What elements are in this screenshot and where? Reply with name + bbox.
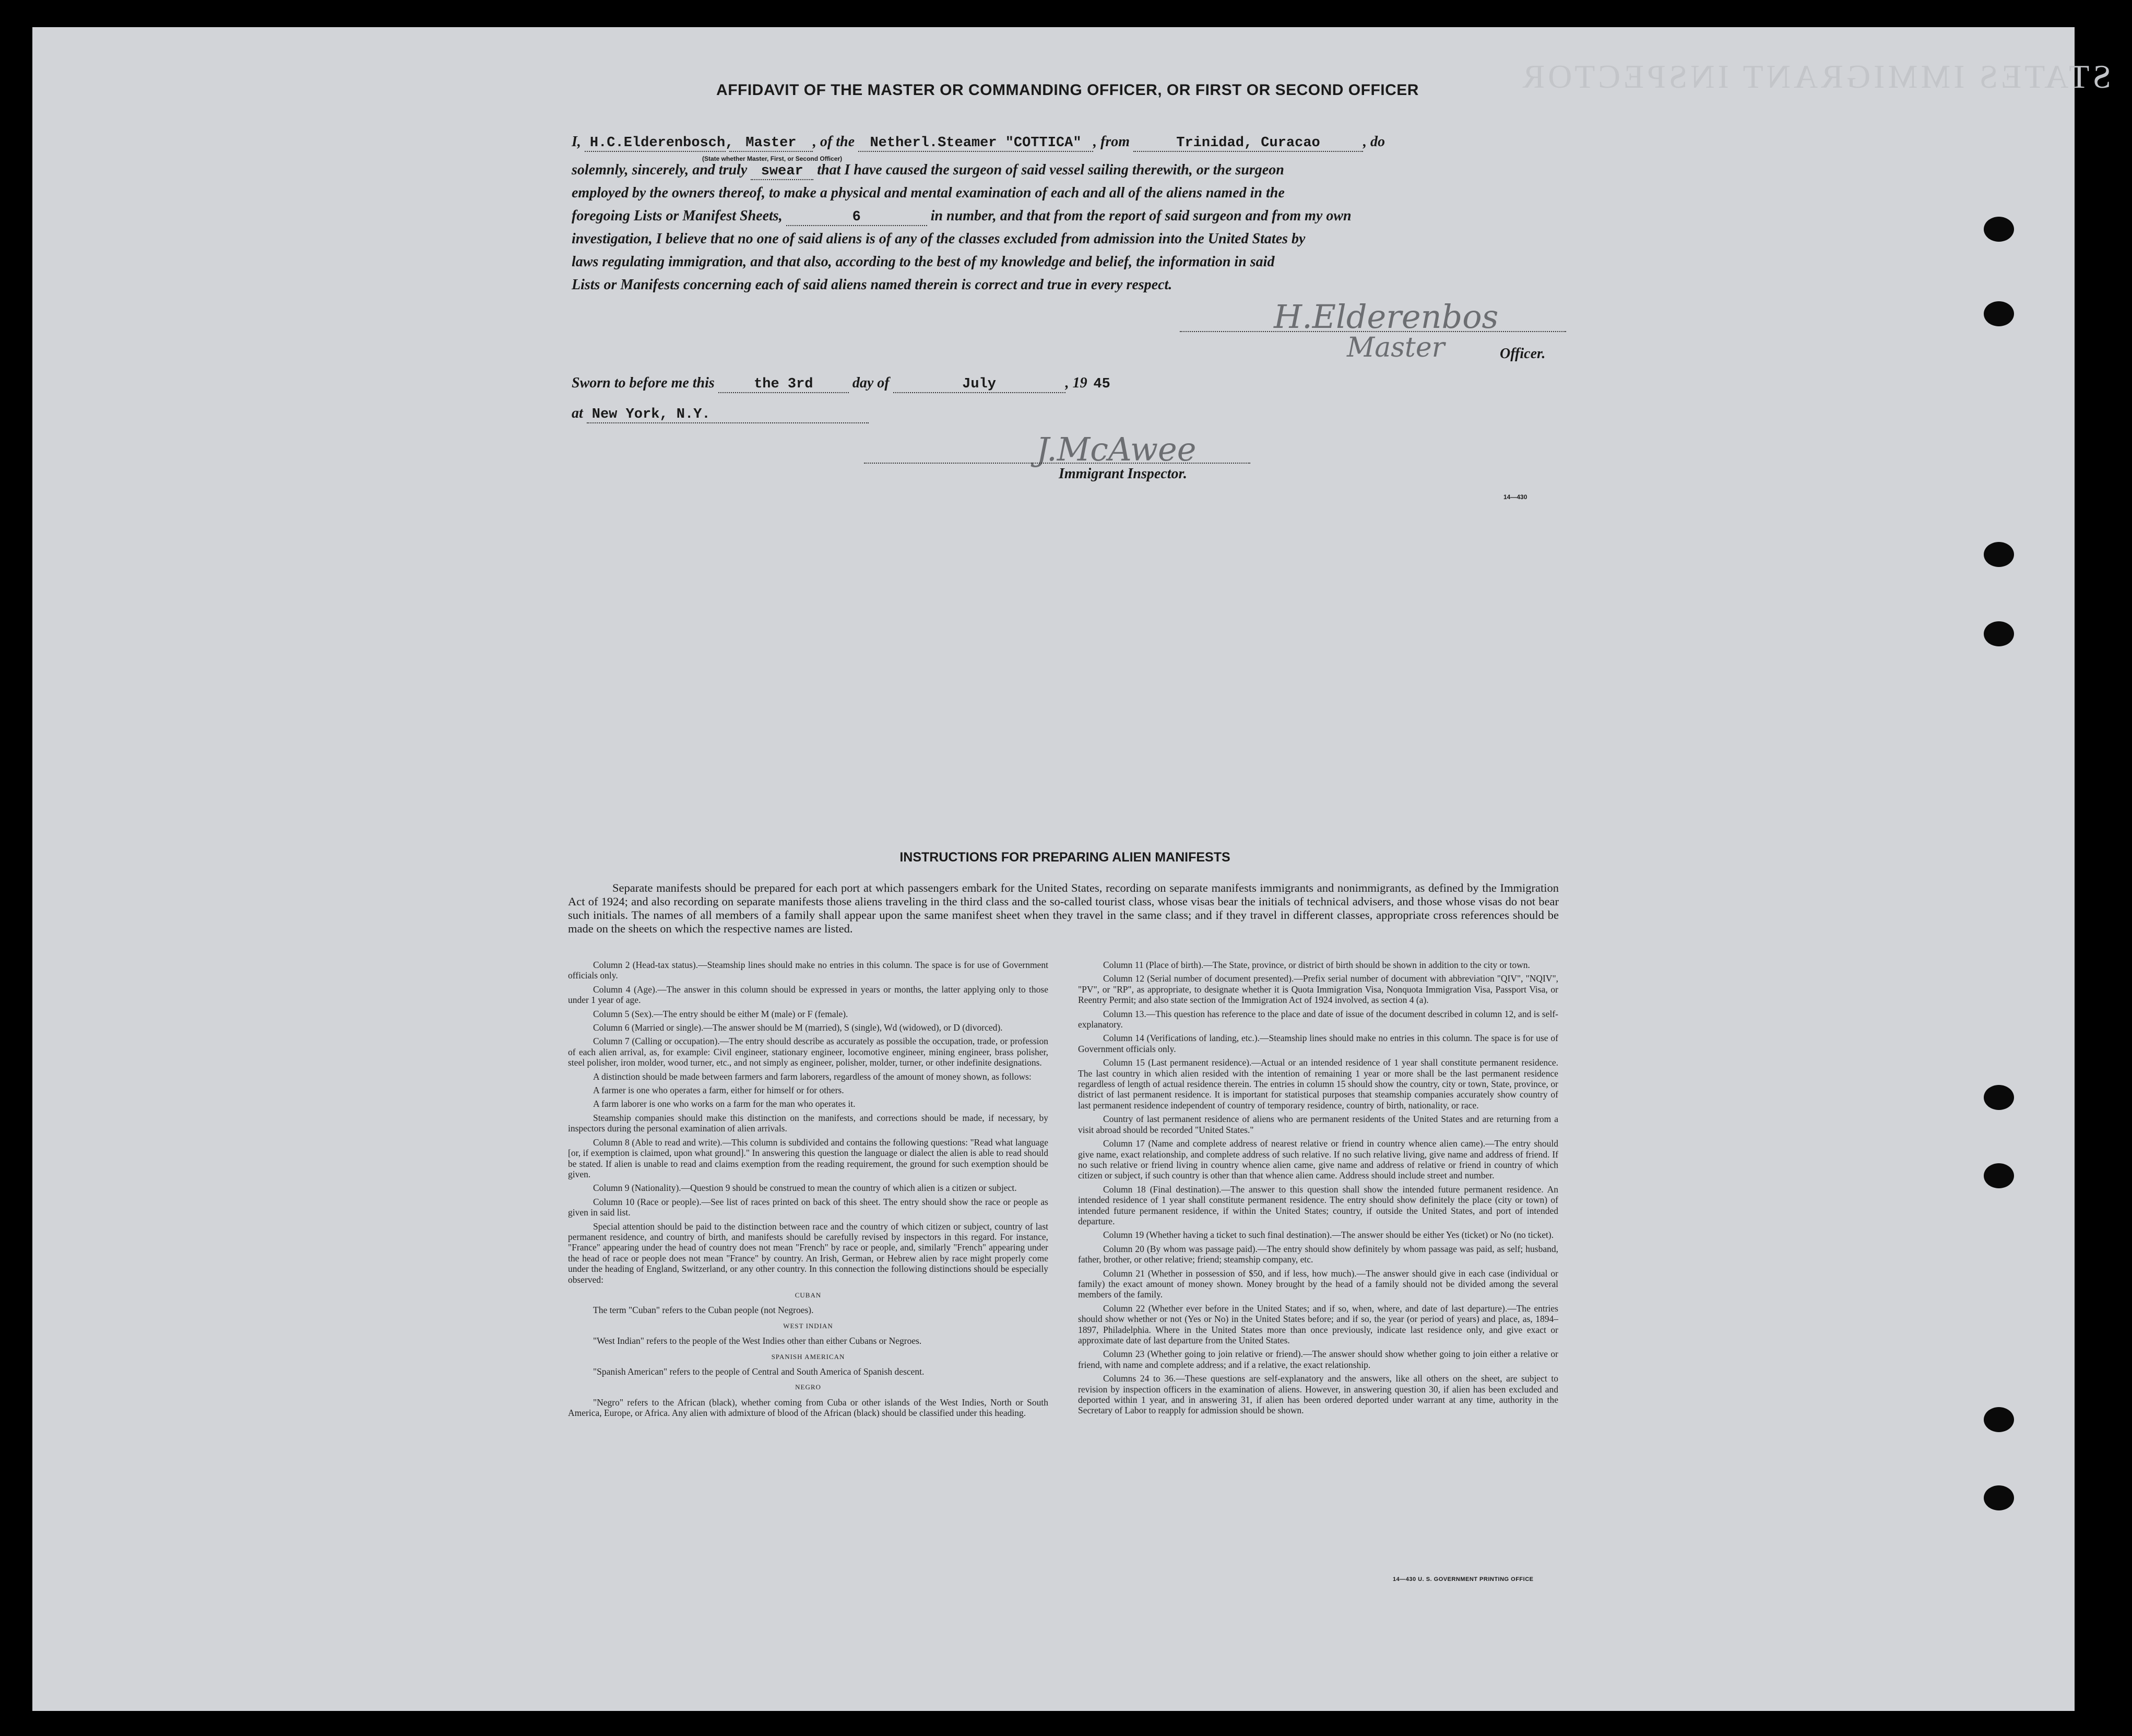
affidavit-line-3: employed by the owners thereof, to make a physical and mental examination of each and all of the aliens named in the [572, 185, 1285, 201]
heading-spanish-american: SPANISH AMERICAN [771, 1352, 845, 1361]
affidavit-line-1: I, H.C.Elderenbosch, Master , of the Netherl.Steamer "COTTICA" , from Trinidad, Curacao , do [572, 134, 1385, 151]
instruction-paragraph: Country of last permanent residence of aliens who are permanent residents of the United States and are returning from a visit abroad should be recorded "United States." [1078, 1114, 1558, 1135]
affidavit-line-4: foregoing Lists or Manifest Sheets, 6 in number, and that from the report of said surgeon and from my own [572, 208, 1352, 225]
affidavit-title: AFFIDAVIT OF THE MASTER OR COMMANDING OFFICER, OR FIRST OR SECOND OFFICER [716, 81, 1419, 99]
instruction-paragraph: Column 15 (Last permanent residence).—Actual or an intended residence of 1 year shall constitute permanent residence. The last country in which alien resided with the intention of remaining 1 year or more shall be the last permanent residence regardless of length of actual residence therein. The entries in column 15 should show the country, city or town, State, province, or district of last permanent residence. It is important for statistical purposes that steamship companies accurately show country of last permanent residence independent of country of temporary residence, country of birth, nationality, or race. [1078, 1057, 1558, 1111]
heading-cuban: CUBAN [795, 1291, 822, 1299]
instruction-paragraph: A farmer is one who operates a farm, either for himself or for others. [593, 1085, 844, 1096]
sworn-place-line: at New York, N.Y. [572, 405, 869, 423]
heading-west-indian: WEST INDIAN [783, 1321, 833, 1330]
binder-hole [1984, 1485, 2014, 1510]
affidavit-line-2: solemnly, sincerely, and truly swear that I have caused the surgeon of said vessel sailing therewith, or the surgeon [572, 162, 1284, 179]
affidavit-line-6: laws regulating immigration, and that also, according to the best of my knowledge and belief, the information in said [572, 254, 1275, 270]
sworn-line: Sworn to before me this the 3rd day of July , 19 45 [572, 375, 1117, 393]
form-number: 14—430 [1503, 493, 1527, 501]
sworn-year-field: 45 [1093, 376, 1110, 392]
binder-hole [1984, 621, 2014, 646]
instruction-paragraph: Column 11 (Place of birth).—The State, province, or district of birth should be shown in addition to the city or town. [1103, 960, 1530, 970]
binder-hole [1984, 542, 2014, 567]
sworn-place-field: New York, N.Y. [587, 407, 869, 423]
instructions-title: INSTRUCTIONS FOR PREPARING ALIEN MANIFESTS [899, 850, 1230, 865]
cuban-definition: The term "Cuban" refers to the Cuban people (not Negroes). [593, 1305, 814, 1316]
sworn-month-field: July [893, 376, 1065, 393]
instruction-paragraph: Steamship companies should make this distinction on the manifests, and corrections should be made, if necessary, by inspectors during the personal examination of alien arrivals. [568, 1112, 1048, 1134]
inspector-signature-line [864, 463, 1250, 464]
affidavit-line-7: Lists or Manifests concerning each of said aliens named therein is correct and true in every respect. [572, 277, 1172, 293]
officer-name-field: H.C.Elderenbosch, [585, 135, 726, 152]
instruction-paragraph: Column 17 (Name and complete address of nearest relative or friend in country whence alien came).—The entry should give name, exact relationship, and complete address of such relative. If no such relative living, give name and address of friend. If no such relative or friend living in country whence alien came, give name and address of relative or friend in country of which citizen or subject, if such country is other than that whence alien came. Address should include street and number. [1078, 1138, 1558, 1181]
instruction-paragraph: Column 13.—This question has reference to the place and date of issue of the document described in column 12, and is self-explanatory. [1078, 1008, 1558, 1030]
affidavit-line-5: investigation, I believe that no one of said aliens is of any of the classes excluded from admission into the United States by [572, 231, 1306, 247]
binder-hole [1984, 301, 2014, 326]
oath-field: swear [751, 163, 813, 180]
instruction-paragraph: Column 2 (Head-tax status).—Steamship lines should make no entries in this column. The space is for use of Government officials only. [568, 960, 1048, 981]
binder-hole [1984, 1163, 2014, 1188]
instruction-paragraph: Special attention should be paid to the distinction between race and the country of which citizen or subject, country of last permanent residence, and country of birth, and manifests should be carefully revised by inspectors in this regard. For instance, "France" appearing under the head of country does not mean "French" by race or people, and, similarly "French" appearing under the head of race or people does not mean "France" by country. An Irish, German, or Hebrew alien by race might properly come under the heading of England, Switzerland, or any other country. In this connection the following distinctions should be especially observed: [568, 1221, 1048, 1285]
rank-note: (State whether Master, First, or Second Officer) [702, 155, 843, 162]
officer-signature: H.Elderenbos [1274, 298, 1499, 336]
binder-hole [1984, 1085, 2014, 1110]
instruction-paragraph: Column 23 (Whether going to join relative or friend).—The answer should show whether going to join either a relative or friend, with name and complete address; and if a relative, the exact relationship. [1078, 1349, 1558, 1370]
printing-office-footer: 14—430 U. S. GOVERNMENT PRINTING OFFICE [1393, 1576, 1534, 1583]
instruction-paragraph: Column 6 (Married or single).—The answer should be M (married), S (single), Wd (widowed), or D (divorced). [593, 1022, 1003, 1033]
instruction-paragraph: Column 7 (Calling or occupation).—The entry should describe as accurately as possible the occupation, trade, or profession of each alien arrival, as, for example: Civil engineer, stationary engineer, locomotive engineer, mining engineer, brass polisher, steel polisher, iron molder, wood turner, etc., and not simply as engineer, polisher, molder, turner, or other indefinite designations. [568, 1036, 1048, 1068]
binder-hole [1984, 217, 2014, 242]
instruction-paragraph: A farm laborer is one who works on a farm for the man who operates it. [593, 1099, 856, 1109]
instructions-right-column [1078, 960, 1558, 1419]
officer-rank-field: Master [729, 135, 813, 152]
negro-definition: "Negro" refers to the African (black), whether coming from Cuba or other islands of the West Indies, North or South America, Europe, or Africa. Any alien with admixture of blood of the African (black) should be classified under this heading. [568, 1397, 1048, 1419]
heading-negro: NEGRO [795, 1383, 821, 1391]
west-indian-definition: "West Indian" refers to the people of the West Indies other than either Cubans or Negroes. [593, 1336, 922, 1347]
instruction-paragraph: Column 9 (Nationality).—Question 9 should be construed to mean the country of which alien is a citizen or subject. [593, 1183, 1017, 1194]
bleed-through-text: STATES IMMIGRANT INSPECTOR [1519, 58, 2111, 95]
instruction-paragraph: Column 19 (Whether having a ticket to such final destination).—The answer should be either Yes (ticket) or No (no ticket). [1103, 1230, 1554, 1241]
instruction-paragraph: Column 5 (Sex).—The entry should be either M (male) or F (female). [593, 1008, 848, 1019]
vessel-field: Netherl.Steamer "COTTICA" [858, 135, 1093, 152]
departure-port-field: Trinidad, Curacao [1133, 135, 1363, 152]
instruction-paragraph: Column 12 (Serial number of document presented).—Prefix serial number of document with abbreviation "QIV", "NQIV", "PV", or "RP", as appropriate, to designate whether it is Quota Immigration Visa, Nonquota Immigration Visa, Passport Visa, or Reentry Permit; and also state section of the Immigration Act of 1924 involved, as section 4 (a). [1078, 973, 1558, 1006]
instruction-paragraph: Column 14 (Verifications of landing, etc.).—Steamship lines should make no entries in this column. The space is for use of Government officials only. [1078, 1033, 1558, 1054]
instructions-left-column [568, 960, 1048, 1422]
instructions-intro: Separate manifests should be prepared for each port at which passengers embark for the United States, recording on separate manifests immigrants and nonimmigrants, as defined by the Immigration Act of 1924; and also recording on separate manifests those aliens traveling in the third class and the so-called tourist class, whose visas bear the initials of technical advisers, and those whose visas do not bear such initials. The names of all members of a family shall appear upon the same manifest sheet when they travel in the same class; and if they travel in different classes, appropriate cross references should be made on the sheets on which the respective names are listed. [568, 881, 1559, 935]
instruction-paragraph: Column 21 (Whether in possession of $50, and if less, how much).—The answer should give in each case (individual or family) the exact amount of money shown. Money brought by the head of a family should not be divided among the several members of the family. [1078, 1268, 1558, 1300]
instruction-paragraph: A distinction should be made between farmers and farm laborers, regardless of the amount of money shown, as follows: [593, 1071, 1032, 1082]
instruction-paragraph: Column 8 (Able to read and write).—This column is subdivided and contains the following questions: "Read what language [or, if exemption is claimed, upon what ground]." In answering this question the language or dialect the alien is able to read should be stated. If alien is unable to read and claims exemption from the reading requirement, the ground for such exemption should be given. [568, 1137, 1048, 1179]
sheet-count-field: 6 [786, 209, 927, 226]
inspector-label: Immigrant Inspector. [1059, 466, 1187, 482]
officer-title-handwritten: Master [1347, 332, 1445, 363]
instruction-paragraph: Column 18 (Final destination).—The answer to this question shall show the intended future permanent residence. An intended residence of 1 year shall constitute permanent residence. The entry should show definitely the place (city or town) of intended future permanent residence, if within the United States; country, if outside the United States, and port of intended departure. [1078, 1184, 1558, 1226]
binder-hole [1984, 1407, 2014, 1432]
inspector-signature: J.McAwee [1036, 430, 1197, 468]
instruction-paragraph: Column 22 (Whether ever before in the United States; and if so, when, where, and date of last departure).—The entries should show whether or not (Yes or No) in the United States before; and if so, the year (or period of years) and place, as, 1894–1897, Philadelphia. Where in the United States more than once previously, indicate last residence only, and give exact or approximate date of last departure from the United States. [1078, 1303, 1558, 1345]
instruction-paragraph: Column 4 (Age).—The answer in this column should be expressed in years or months, the latter applying only to those under 1 year of age. [568, 984, 1048, 1006]
sworn-day-field: the 3rd [718, 376, 849, 393]
instruction-paragraph: Columns 24 to 36.—These questions are self-explanatory and the answers, like all others on the sheet, are subject to revision by inspection officers in the examination of aliens. However, in answering question 30, if alien has been excluded and deported within 1 year, and in answering 31, if alien has been ordered deported under warrant at any time, authority in the Secretary of Labor to reapply for admission should be shown. [1078, 1373, 1558, 1416]
spanish-american-definition: "Spanish American" refers to the people of Central and South America of Spanish descent. [593, 1366, 925, 1377]
officer-label: Officer. [1500, 346, 1546, 362]
instruction-paragraph: Column 20 (By whom was passage paid).—The entry should show definitely by whom passage was paid, as self; husband, father, brother, or other relative; friend; steamship company, etc. [1078, 1243, 1558, 1265]
instruction-paragraph: Column 10 (Race or people).—See list of races printed on back of this sheet. The entry should show the race or people as given in said list. [568, 1196, 1048, 1218]
